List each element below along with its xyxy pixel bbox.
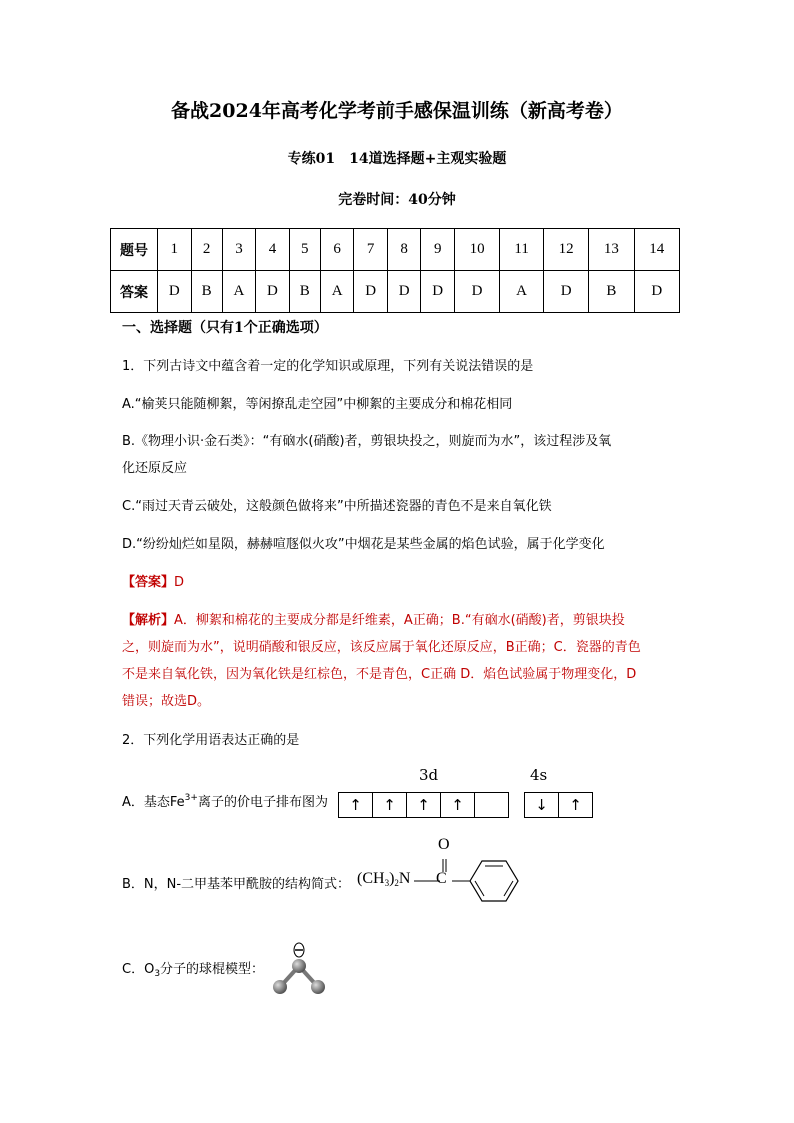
question-number-cell: 7 xyxy=(354,229,388,271)
question-number-row xyxy=(111,229,680,271)
orbital-3d-boxes xyxy=(338,792,509,818)
q1-option-b-line2: 化还原反应 xyxy=(122,461,188,476)
fe-charge: 3+ xyxy=(184,793,198,803)
orbital-box xyxy=(474,792,509,818)
answer-cell: D xyxy=(256,271,290,313)
question-number-cell: 13 xyxy=(589,229,634,271)
analysis-text-1: A．柳絮和棉花的主要成分都是纤维素，A正确；B.“有硇水(硝酸)者，剪银块投 xyxy=(174,613,625,628)
option-a-text-end: 离子的价电子排布图为 xyxy=(197,795,328,810)
question-number-cell: 1 xyxy=(158,229,192,271)
answer-row xyxy=(111,271,680,313)
q2-option-a xyxy=(122,788,328,813)
answer-cell: D xyxy=(454,271,499,313)
question-number-cell: 14 xyxy=(634,229,679,271)
formula-sub-2: 2 xyxy=(394,878,399,888)
formula-nitrogen: N xyxy=(398,870,411,887)
formula-part-b: ) xyxy=(389,870,395,887)
question-number-cell: 8 xyxy=(387,229,421,271)
q1-option-a: A.“榆荚只能随柳絮，等闲撩乱走空园”中柳絮的主要成分和棉花相同 xyxy=(122,397,513,412)
question-number-cell: 9 xyxy=(421,229,455,271)
formula-sub-3: 3 xyxy=(384,878,390,888)
q1-analysis-line1 xyxy=(122,611,682,631)
orbital-box: ↑ xyxy=(338,792,373,818)
label-4s: 4s xyxy=(530,766,548,784)
carbonyl-carbon: C xyxy=(436,870,447,887)
answer-cell: D xyxy=(634,271,679,313)
answer-label: 【答案】 xyxy=(122,575,175,590)
question-number-cell: 3 xyxy=(222,229,256,271)
q1-analysis-line4: 错误；故选D。 xyxy=(122,694,211,709)
answer-cell: A xyxy=(222,271,256,313)
question-number-cell: 10 xyxy=(454,229,499,271)
q1-analysis-line2: 之，则旋而为水”，说明硝酸和银反应，该反应属于氧化还原反应，B正确；C．瓷器的青色 xyxy=(122,640,641,655)
question-number-cell: 5 xyxy=(289,229,320,271)
q1-option-d: D.“纷纷灿烂如星陨，赫赫喧豗似火攻”中烟花是某些金属的焰色试验，属于化学变化 xyxy=(122,537,605,552)
q2-stem: 2．下列化学用语表达正确的是 xyxy=(122,733,300,748)
question-number-cell: 6 xyxy=(320,229,354,271)
option-c-text: C．O xyxy=(122,962,155,977)
orbital-box: ↑ xyxy=(558,792,593,818)
q2-option-b: B．N，N-二甲基苯甲酰胺的结构简式： xyxy=(122,877,351,892)
answer-cell: D xyxy=(354,271,388,313)
answer-cell: D xyxy=(421,271,455,313)
q1-option-c: C.“雨过天青云破处，这般颜色做将来”中所描述瓷器的青色不是来自氧化铁 xyxy=(122,499,552,514)
answer-cell: D xyxy=(543,271,588,313)
q1-stem: 1．下列古诗文中蕴含着一定的化学知识或原理，下列有关说法错误的是 xyxy=(122,359,534,374)
question-number-cell: 4 xyxy=(256,229,290,271)
answer-cell: B xyxy=(289,271,320,313)
q1-analysis-line3: 不是来自氧化铁，因为氧化铁是红棕色，不是青色，C正确 D．焰色试验属于物理变化，D xyxy=(122,667,637,682)
answer-cell: B xyxy=(589,271,634,313)
ozone-sub: 3 xyxy=(154,969,161,979)
document-subtitle: 专练01 14道选择题+主观实验题 xyxy=(287,151,507,167)
orbital-4s-boxes xyxy=(524,792,593,818)
q2-option-c xyxy=(122,960,264,984)
orbital-box: ↑ xyxy=(372,792,407,818)
question-number-cell: 11 xyxy=(500,229,544,271)
question-number-cell: 12 xyxy=(543,229,588,271)
answer-cell: A xyxy=(320,271,354,313)
orbital-box: ↑ xyxy=(406,792,441,818)
document-title: 备战2024年高考化学考前手感保温训练（新高考卷） xyxy=(171,100,623,122)
q1-answer xyxy=(122,573,682,593)
analysis-label: 【解析】 xyxy=(122,613,175,628)
answer-cell: D xyxy=(387,271,421,313)
answer-header: 答案 xyxy=(111,271,158,313)
question-number-header: 题号 xyxy=(111,229,158,271)
answer-cell: B xyxy=(191,271,222,313)
label-3d: 3d xyxy=(419,766,439,784)
option-c-text-end: 分子的球棍模型： xyxy=(160,962,265,977)
benzamide-structure-bonds xyxy=(410,845,530,925)
answer-cell: D xyxy=(158,271,192,313)
orbital-box: ↓ xyxy=(524,792,559,818)
answer-cell: A xyxy=(500,271,544,313)
section-heading: 一、选择题（只有1个正确选项） xyxy=(122,320,328,336)
formula-part-a: (CH xyxy=(357,870,385,887)
answer-table xyxy=(110,228,680,313)
answer-value: D xyxy=(174,575,185,590)
question-number-cell: 2 xyxy=(191,229,222,271)
carbonyl-oxygen: O xyxy=(438,836,450,853)
option-a-text: A．基态Fe xyxy=(122,795,185,810)
q1-option-b-line1: B.《物理小识·金石类》：“有硇水(硝酸)者，剪银块投之，则旋而为水”，该过程涉及氧 xyxy=(122,434,612,449)
orbital-box: ↑ xyxy=(440,792,475,818)
time-limit: 完卷时间：40分钟 xyxy=(338,192,456,208)
ozone-ball-stick-model xyxy=(268,938,332,998)
dimethylamino-group xyxy=(357,870,410,888)
